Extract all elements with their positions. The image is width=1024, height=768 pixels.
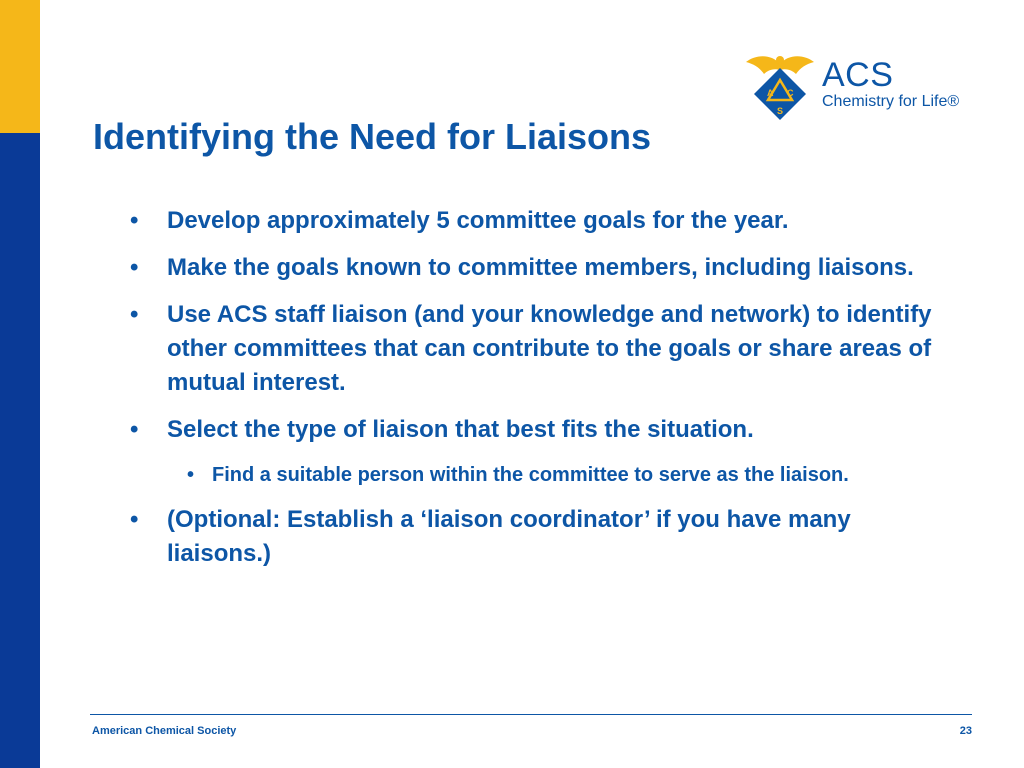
bullet-item: • Use ACS staff liaison (and your knowledge and network) to identify other committees that can contribute to the goals or share areas of mutual interest. [130,298,940,400]
footer-divider [90,714,972,715]
logo-wordmark: ACS [822,56,894,94]
slide-title: Identifying the Need for Liaisons [93,116,652,157]
sub-bullet-item: • Find a suitable person within the committee to serve as the liaison. [187,460,940,490]
bullet-item: • Select the type of liaison that best fits the situation. [130,413,940,447]
bullet-list [130,204,940,584]
sidebar-gold-accent [0,0,40,133]
acs-logo [742,50,962,124]
footer-organization: American Chemical Society [92,725,237,737]
bullet-item: • Develop approximately 5 committee goals for the year. [130,204,940,238]
acs-eagle-emblem-icon [742,50,818,124]
svg-text:S: S [777,106,784,116]
page-number: 23 [959,725,972,737]
bullet-item: • Make the goals known to committee members, including liaisons. [130,251,940,285]
svg-text:C: C [787,88,794,98]
svg-text:A: A [767,88,774,98]
bullet-item: • (Optional: Establish a ‘liaison coordinator’ if you have many liaisons.) [130,503,940,571]
logo-tagline: Chemistry for Life® [822,93,960,110]
